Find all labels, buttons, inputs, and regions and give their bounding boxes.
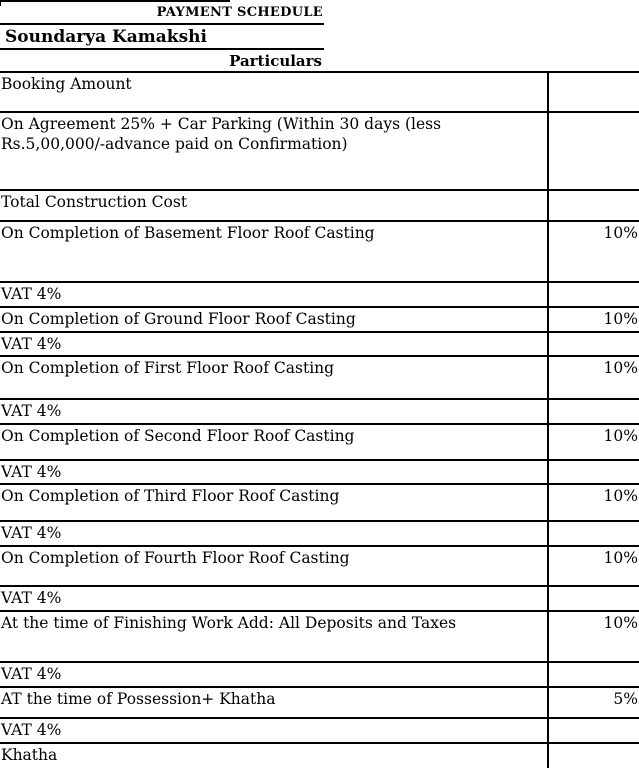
- table-row: [0, 687, 639, 718]
- table-row: [0, 718, 639, 743]
- row-particulars: Khatha: [1, 746, 58, 764]
- row-particulars: On Completion of Basement Floor Roof Casting: [1, 224, 375, 242]
- table-row: [0, 521, 639, 546]
- table-row: [0, 72, 639, 112]
- title-underline: [0, 23, 324, 25]
- row-particulars: VAT 4%: [1, 285, 62, 303]
- table-row: [0, 356, 639, 399]
- row-particulars: On Completion of First Floor Roof Casting: [1, 359, 335, 377]
- table-row: [0, 190, 639, 221]
- row-percentage: 10%: [603, 549, 638, 567]
- project-underline: [0, 48, 324, 50]
- row-percentage: 10%: [603, 310, 638, 328]
- row-particulars: AT the time of Possession+ Khatha: [1, 690, 276, 708]
- table-row: [0, 399, 639, 424]
- row-particulars: VAT 4%: [1, 665, 62, 683]
- top-rule: [0, 0, 230, 2]
- table-row: [0, 484, 639, 521]
- row-particulars: On Completion of Ground Floor Roof Casting: [1, 310, 356, 328]
- row-particulars: VAT 4%: [1, 721, 62, 739]
- row-percentage: 10%: [603, 487, 638, 505]
- row-particulars: Total Construction Cost: [1, 193, 188, 211]
- column-divider: [547, 72, 549, 768]
- row-particulars: On Agreement 25% + Car Parking (Within 30 days (less Rs.5,00,000/-advance paid on Confirmation): [1, 115, 442, 153]
- column-header-particulars: Particulars: [229, 52, 322, 70]
- project-name: Soundarya Kamakshi: [5, 27, 207, 47]
- row-particulars: Booking Amount: [1, 75, 132, 93]
- row-percentage: 10%: [603, 614, 638, 632]
- row-particulars: On Completion of Second Floor Roof Casting: [1, 427, 355, 445]
- row-particulars: VAT 4%: [1, 402, 62, 420]
- table-row: [0, 424, 639, 460]
- table-row: [0, 221, 639, 282]
- row-particulars: VAT 4%: [1, 463, 62, 481]
- table-row: [0, 112, 639, 190]
- row-particulars: VAT 4%: [1, 524, 62, 542]
- row-particulars: At the time of Finishing Work Add: All Deposits and Taxes: [1, 614, 457, 632]
- table-row: [0, 743, 639, 768]
- table-row: [0, 282, 639, 307]
- table-row: [0, 460, 639, 484]
- table-row: [0, 307, 639, 332]
- table-row: [0, 332, 639, 356]
- table-row: [0, 662, 639, 687]
- table-row: [0, 546, 639, 586]
- row-percentage: 10%: [603, 427, 638, 445]
- row-particulars: VAT 4%: [1, 335, 62, 353]
- page-title: PAYMENT SCHEDULE: [156, 5, 323, 20]
- row-percentage: 10%: [603, 224, 638, 242]
- table-row: [0, 586, 639, 611]
- table-row: [0, 611, 639, 662]
- row-percentage: 5%: [613, 690, 638, 708]
- row-percentage: 10%: [603, 359, 638, 377]
- row-particulars: On Completion of Third Floor Roof Casting: [1, 487, 340, 505]
- row-particulars: On Completion of Fourth Floor Roof Casting: [1, 549, 350, 567]
- row-particulars: VAT 4%: [1, 589, 62, 607]
